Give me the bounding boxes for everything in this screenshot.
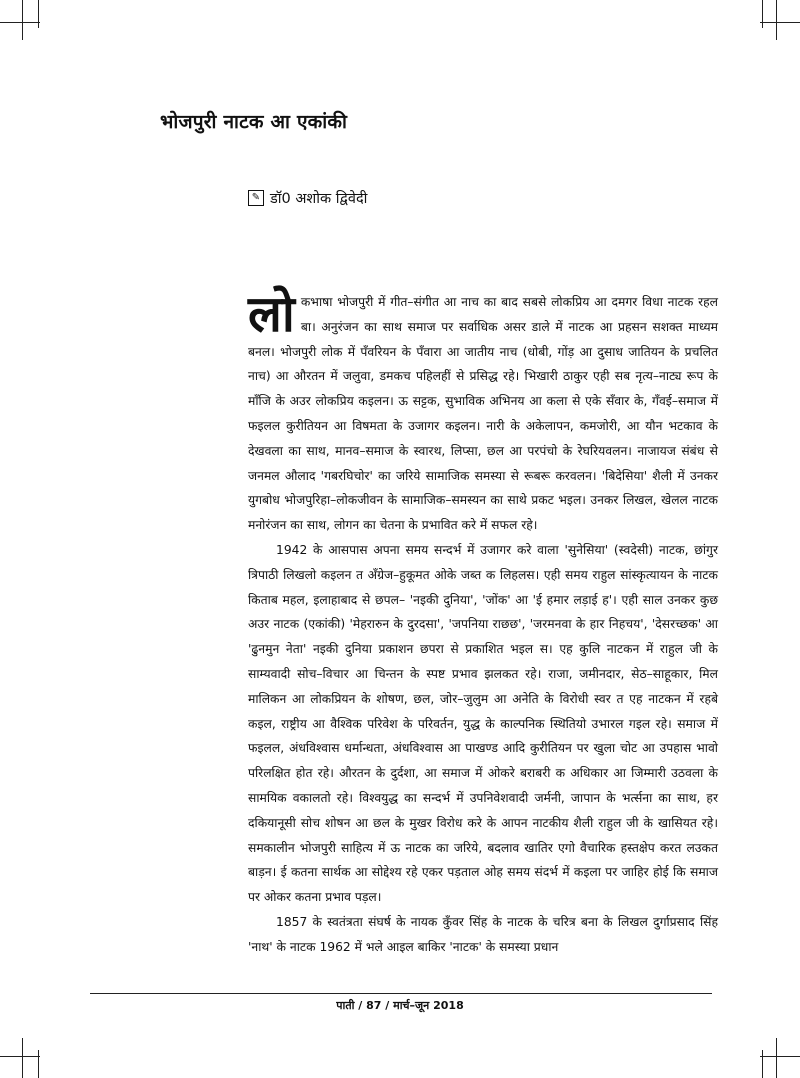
- page-footer: पाती / 87 / मार्च–जून 2018: [336, 999, 464, 1012]
- pen-box-icon: ✎: [248, 190, 264, 206]
- author-name: डॉ0 अशोक द्विवेदी: [270, 191, 368, 207]
- article-body: [248, 285, 718, 960]
- crop-mark: [38, 1050, 39, 1078]
- crop-mark: [762, 0, 763, 28]
- crop-mark: [762, 1050, 763, 1078]
- article-title: भोजपुरी नाटक आ एकांकी: [160, 111, 348, 133]
- crop-mark: [22, 1038, 23, 1078]
- paragraph-text: कभाषा भोजपुरी में गीत–संगीत आ नाच का बाद सबसे लोकप्रिय आ दमगर विधा नाटक रहल बा। अनुरंजन का साथ समाज पर सर्वाधिक असर डाले में नाटक आ प्रहसन सशक्त माध्यम बनल। भोजपुरी लोक में पँवरियन के पँवारा आ जातीय नाच (धोबी, गोंड़ आ दुसाध जातियन के प्रचलित नाच) आ औरतन में जलुवा, डमकच पहिलहीं से प्रसिद्ध रहे। भिखारी ठाकुर एही सब नृत्य–नाट्य रूप के माँजि के अउर लोकप्रिय कइलन। ऊ सट्टक, सुभाविक अभिनय आ कला से एके सँवार के, गँवई–समाज में फइलल कुरीतियन आ विषमता के उजागर कइलन। नारी के अकेलापन, कमजोरी, आ यौन भटकाव के देखवला का साथ, मानव–समाज के स्वारथ, लिप्सा, छल आ परपंचो के रेघरियवलन। नाजायज संबंध से जनमल औलाद 'गबरघिचोर' का जरिये सामाजिक समस्या से रूबरू करवलन। 'बिदेसिया' शैली में उनकर युगबोध भोजपुरिहा–लोकजीवन के सामाजिक–समस्यन का साथे प्रकट भइल। उनकर लिखल, खेलल नाटक मनोरंजन का साथ, लोगन का चेतना के प्रभावित करे में सफल रहे।: [248, 295, 718, 533]
- crop-mark: [760, 1056, 800, 1057]
- author-line: [248, 188, 367, 208]
- paragraph: [248, 285, 718, 538]
- crop-mark: [22, 0, 23, 40]
- footer-rule: [90, 993, 712, 994]
- drop-cap: लो: [248, 285, 295, 343]
- crop-mark: [776, 0, 777, 40]
- crop-mark: [38, 0, 39, 28]
- crop-mark: [776, 1038, 777, 1078]
- crop-mark: [760, 22, 800, 23]
- crop-mark: [0, 1056, 40, 1057]
- crop-mark: [0, 22, 40, 23]
- paragraph: 1942 के आसपास अपना समय सन्दर्भ में उजागर करे वाला 'सुनेसिया' (स्वदेसी) नाटक, छांगुर त्रिपाठी लिखलो कइलन त अँग्रेज–हुकूमत ओके जब्त क लिहलस। एही समय राहुल सांस्कृत्यायन के नाटक किताब महल, इलाहाबाद से छपल– 'नइकी दुनिया', 'जोंक' आ 'ई हमार लड़ाई ह'। एही साल उनकर कुछ अउर नाटक (एकांकी) 'मेहरारुन के दुरदसा', 'जपनिया राछछ', 'जरमनवा के हार निहचय', 'देसरच्छक' आ 'ढुनमुन नेता' नइकी दुनिया प्रकाशन छपरा से प्रकाशित भइल स। एह कुलि नाटकन में राहुल जी के साम्यवादी सोच–विचार आ चिन्तन के स्पष्ट प्रभाव झलकत रहे। राजा, जमीनदार, सेठ–साहूकार, मिल मालिकन आ लोकप्रियन के शोषण, छल, जोर–जुलुम आ अनेति के विरोधी स्वर त एह नाटकन में रहबे कइल, राष्ट्रीय आ वैश्विक परिवेश के परिवर्तन, युद्ध के काल्पनिक स्थितियो उभारल गइल रहे। समाज में फइलल, अंधविश्वास धर्मान्धता, अंधविश्वास आ पाखण्ड आदि कुरीतियन पर खुला चोट आ उपहास भावो परिलक्षित होत रहे। औरतन के दुर्दशा, आ समाज में ओकरे बराबरी क अधिकार आ जिम्मारी उठवला के सामयिक वकालतो रहे। विश्वयुद्ध का सन्दर्भ में उपनिवेशवादी जर्मनी, जापान के भर्त्सना का साथ, हर दकियानूसी सोच शोषन आ छल के मुखर विरोध करे के आपन नाटकीय शैली राहुल जी के खासियत रहे। समकालीन भोजपुरी साहित्य में ऊ नाटक का जरिये, बदलाव खातिर एगो वैचारिक हस्तक्षेप करत लउकत बाड़न। ई कतना सार्थक आ सोद्देश्य रहे एकर पड़ताल ओह समय संदर्भ में कइला पर जाहिर होई कि समाज पर ओकर कतना प्रभाव पड़ल।: [248, 542, 718, 905]
- paragraph: 1857 के स्वतंत्रता संघर्ष के नायक कुँवर सिंह के नाटक के चरित्र बना के लिखल दुर्गाप्रसाद सिंह 'नाथ' के नाटक 1962 में भले आइल बाकिर 'नाटक' के समस्या प्रधान: [248, 914, 718, 954]
